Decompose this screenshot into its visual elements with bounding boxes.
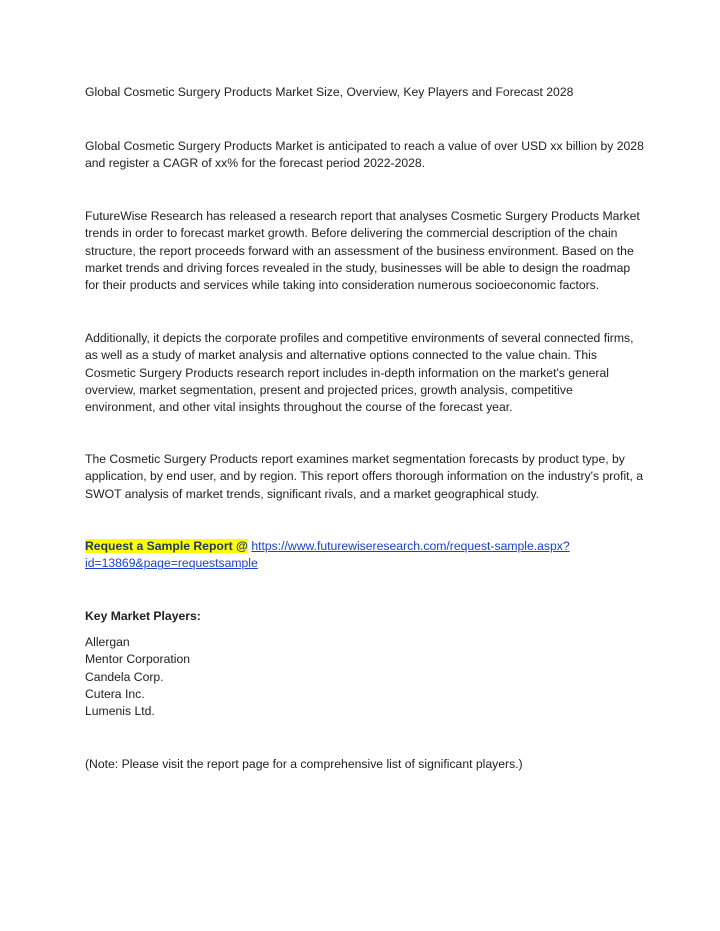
request-sample-line	[85, 538, 645, 573]
request-sample-link[interactable]: https://www.futurewiseresearch.com/request-sample.aspx?id=13869&page=requestsample	[85, 539, 570, 571]
list-item: Mentor Corporation	[85, 652, 190, 667]
request-sample-label: Request a Sample Report @	[85, 539, 248, 553]
note-text: (Note: Please visit the report page for a comprehensive list of significant players.)	[85, 757, 523, 771]
document-title: Global Cosmetic Surgery Products Market Size, Overview, Key Players and Forecast 2028	[85, 85, 574, 99]
list-item: Candela Corp.	[85, 669, 164, 684]
list-item: Cutera Inc.	[85, 686, 145, 701]
list-item: Allergan	[85, 635, 130, 649]
key-players-heading: Key Market Players:	[85, 609, 201, 623]
list-item: Lumenis Ltd.	[85, 704, 155, 719]
paragraph-segmentation: The Cosmetic Surgery Products report examines market segmentation forecasts by product type, by application, by end user, and by region. This report offers thorough information on the industry's profit, a SWOT analysis of market trends, significant rivals, and a market geographical study.	[85, 452, 644, 501]
paragraph-market-value: Global Cosmetic Surgery Products Market is anticipated to reach a value of over USD xx billion by 2028 and register a CAGR of xx% for the forecast period 2022-2028.	[85, 139, 644, 171]
key-players-list	[85, 634, 645, 720]
paragraph-corporate-profiles: Additionally, it depicts the corporate profiles and competitive environments of several connected firms, as well as a study of market analysis and alternative options connected to the value chain. This Cosmetic Surgery Products research report includes in-depth information on the market's general overview, market segmentation, present and projected prices, growth analysis, competitive environment, and other vital insights throughout the course of the forecast year.	[85, 331, 634, 415]
paragraph-report-overview: FutureWise Research has released a research report that analyses Cosmetic Surgery Products Market trends in order to forecast market growth. Before delivering the commercial description of the chain structure, the report proceeds forward with an assessment of the business environment. Based on the market trends and driving forces revealed in the study, businesses will be able to design the roadmap for their products and services while taking into consideration numerous socioeconomic factors.	[85, 209, 640, 293]
